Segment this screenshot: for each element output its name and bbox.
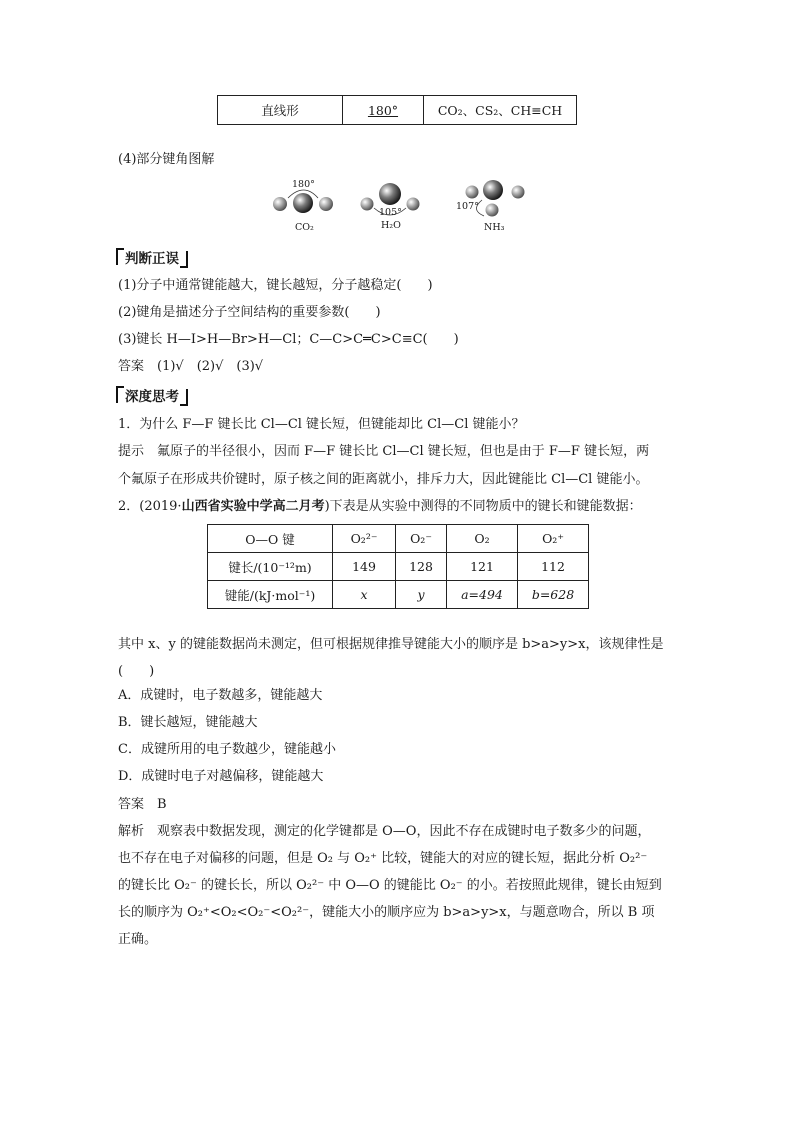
table-cell: a=494 [447, 581, 518, 609]
analysis-line-4: 长的顺序为 O₂⁺<O₂<O₂⁻<O₂²⁻，键能大小的顺序应为 b>a>y>x，与题意吻合，所以 B 项 [118, 905, 655, 920]
analysis-line-5: 正确。 [118, 932, 158, 947]
bond-data-table [207, 524, 589, 609]
table-cell: 149 [333, 553, 396, 581]
table-header: O₂⁻ [396, 525, 447, 553]
bracket-close-icon [180, 251, 188, 268]
school-name: 山西省实验中学高二月考 [181, 499, 325, 514]
table-header: O₂ [447, 525, 518, 553]
bracket-open-icon [116, 248, 124, 265]
question-1: 1．为什么 F—F 键长比 Cl—Cl 键长短，但键能却比 Cl—Cl 键能小？ [118, 417, 525, 432]
table-cell: 键长/(10⁻¹²m) [208, 553, 333, 581]
h2o-label: H₂O [381, 220, 401, 231]
judge-answer: 答案 (1)√ (2)√ (3)√ [118, 359, 264, 374]
table-header: O—O 键 [208, 525, 333, 553]
table-row [218, 96, 577, 125]
option-d: D．成键时电子对越偏移，键能越大 [118, 769, 324, 784]
question-stem-1: 其中 x、y 的键能数据尚未测定，但可根据规律推导键能大小的顺序是 b>a>y>x，该规律性是 [118, 637, 664, 652]
bracket-open-icon [116, 386, 124, 403]
table-header: O₂⁺ [518, 525, 589, 553]
table-cell: 121 [447, 553, 518, 581]
hint-line-2: 个氟原子在形成共价键时，原子核之间的距离就小，排斥力大，因此键能比 Cl—Cl 键能小。 [118, 472, 649, 487]
analysis-line-3: 的键长比 O₂⁻ 的键长长，所以 O₂²⁻ 中 O—O 的键能比 O₂⁻ 的小。若按照此规律，键长由短到 [118, 878, 662, 893]
table-row [208, 553, 589, 581]
analysis-line-2: 也不存在电子对偏移的问题，但是 O₂ 与 O₂⁺ 比较，键能大的对应的键长短，据此分析 O₂²⁻ [118, 851, 648, 866]
table-header: O₂²⁻ [333, 525, 396, 553]
question-stem-2: ( ) [118, 664, 155, 679]
shape-table [217, 95, 577, 125]
table-row [208, 525, 589, 553]
examples-cell: CO₂、CS₂、CH≡CH [424, 96, 577, 125]
table-cell: y [396, 581, 447, 609]
judge-section-title: 判断正误 [116, 248, 188, 268]
table-cell: b=628 [518, 581, 589, 609]
h2o-angle-label: 105° [379, 207, 402, 218]
question-2: 2．(2019·山西省实验中学高二月考)下表是从实验中测得的不同物质中的键长和键能数据： [118, 499, 642, 514]
hint-line-1: 提示 氟原子的半径很小，因而 F—F 键长比 Cl—Cl 键长短，但也是由于 F—F 键长短，两 [118, 444, 650, 459]
table-cell: 键能/(kJ·mol⁻¹) [208, 581, 333, 609]
option-b: B．键长越短，键能越大 [118, 715, 258, 730]
option-a: A．成键时，电子数越多，键能越大 [118, 688, 323, 703]
bracket-close-icon [180, 389, 188, 406]
co2-label: CO₂ [295, 222, 314, 233]
angle-value: 180° [367, 102, 399, 118]
answer-b: 答案 B [118, 797, 167, 812]
judge-item-3: (3)键长 H—I>H—Br>H—Cl；C—C>C═C>C≡C( ) [118, 332, 459, 347]
table-cell: 112 [518, 553, 589, 581]
deep-section-title: 深度思考 [116, 386, 188, 406]
bond-angle-heading: (4)部分键角图解 [118, 152, 215, 167]
shape-cell: 直线形 [218, 96, 343, 125]
table-cell: 128 [396, 553, 447, 581]
analysis-line-1: 解析 观察表中数据发现，测定的化学键都是 O—O，因此不存在成键时电子数多少的问题， [118, 824, 651, 839]
nh3-angle-label: 107° [456, 201, 479, 212]
co2-molecule-icon [273, 190, 333, 213]
judge-item-2: (2)键角是描述分子空间结构的重要参数( ) [118, 305, 381, 320]
co2-angle-label: 180° [292, 179, 315, 190]
table-row [208, 581, 589, 609]
nh3-label: NH₃ [484, 222, 505, 233]
angle-cell [343, 96, 424, 125]
judge-item-1: (1)分子中通常键能越大，键长越短，分子越稳定( ) [118, 278, 433, 293]
option-c: C．成键所用的电子数越少，键能越小 [118, 742, 336, 757]
table-cell: x [333, 581, 396, 609]
